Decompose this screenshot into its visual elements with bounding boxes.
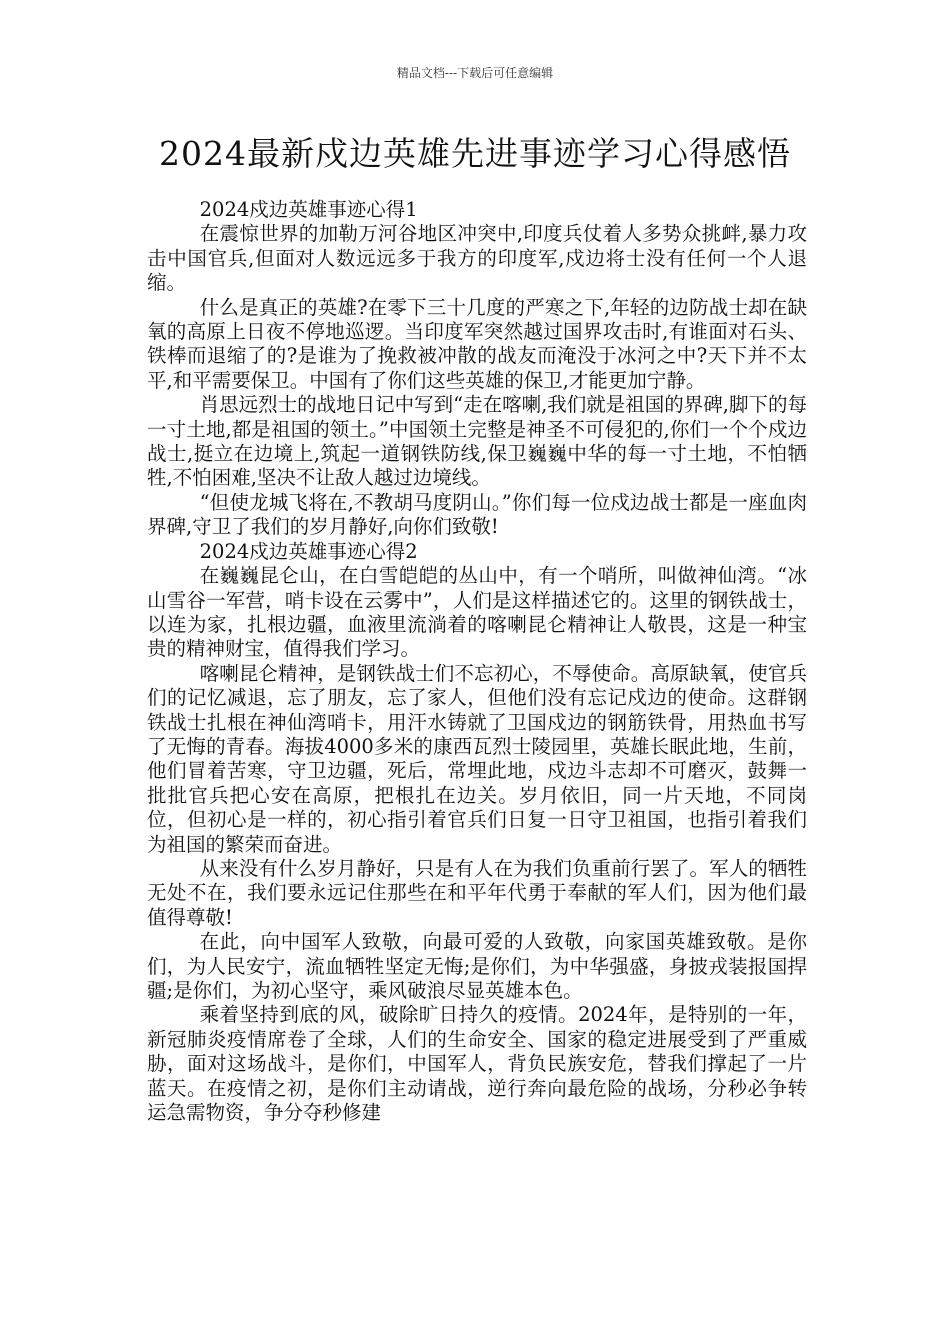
- paragraph: 喀喇昆仑精神，是钢铁战士们不忘初心，不辱使命。高原缺氧，使官兵们的记忆减退，忘了朋友，忘了家人，但他们没有忘记戍边的使命。这群钢铁战士扎根在神仙湾哨卡，用汗水铸就了卫国戍边的钢筋铁骨，用热血书写了无悔的青春。海拔4000多米的康西瓦烈士陵园里，英雄长眠此地，生前，他们冒着苦寒，守卫边疆，死后，常埋此地，戍边斗志却不可磨灭，鼓舞一批批官兵把心安在高原，把根扎在边关。岁月依旧，同一片天地，不同岗位，但初心是一样的，初心指引着官兵们日复一日守卫祖国，也指引着我们为祖国的繁荣而奋进。: [147, 661, 807, 856]
- paragraph: 肖思远烈士的战地日记中写到“走在喀喇,我们就是祖国的界碑,脚下的每一寸土地,都是祖国的领土。”中国领土完整是神圣不可侵犯的,你们一个个戍边战士,挺立在边境上,筑起一道钢铁防线,保卫巍巍中华的每一寸土地，不怕牺牲,不怕困难,坚决不让敌人越过边境线。: [147, 393, 808, 490]
- paragraph: 在巍巍昆仑山，在白雪皑皑的丛山中，有一个哨所，叫做神仙湾。“冰山雪谷一军营，哨卡设在云雾中”，人们是这样描述它的。这里的钢铁战士，以连为家，扎根边疆，血液里流淌着的喀喇昆仑精神让人敬畏，这是一种宝贵的精神财宝，值得我们学习。: [147, 564, 807, 661]
- section-heading-2: 2024戍边英雄事迹心得2: [199, 539, 418, 563]
- paragraph: “但使龙城飞将在,不教胡马度阴山。”你们每一位戍边战士都是一座血肉界碑,守卫了我们的岁月静好,向你们致敬!: [147, 490, 807, 539]
- page-header: 精品文档---下载后可任意编辑: [396, 66, 554, 80]
- document-title: 2024最新戍边英雄先进事迹学习心得感悟: [159, 134, 791, 173]
- section-heading-1: 2024戍边英雄事迹心得1: [199, 198, 418, 221]
- paragraph: 什么是真正的英雄?在零下三十几度的严寒之下,年轻的边防战士却在缺氧的高原上日夜不停地巡逻。当印度军突然越过国界攻击时,有谁面对石头、铁棒而退缩了的?是谁为了挽救被冲散的战友而淹没于冰河之中?天下并不太平,和平需要保卫。中国有了你们这些英雄的保卫,才能更加宁静。: [147, 295, 807, 392]
- document-body: [147, 198, 807, 1125]
- paragraph: 从来没有什么岁月静好，只是有人在为我们负重前行罢了。军人的牺牲无处不在，我们要永远记住那些在和平年代勇于奉献的军人们，因为他们最值得尊敬!: [147, 856, 807, 929]
- paragraph: 在此，向中国军人致敬，向最可爱的人致敬，向家国英雄致敬。是你们，为人民安宁，流血牺牲坚定无悔;是你们，为中华强盛，身披戎装报国捍疆;是你们，为初心坚守，乘风破浪尽显英雄本色。: [147, 930, 807, 1002]
- paragraph: 在震惊世界的加勒万河谷地区冲突中,印度兵仗着人多势众挑衅,暴力攻击中国官兵,但面对人数远远多于我方的印度军,戍边将士没有任何一个人退缩。: [147, 222, 807, 295]
- paragraph: 乘着坚持到底的风，破除旷日持久的疫情。2024年，是特别的一年，新冠肺炎疫情席卷了全球，人们的生命安全、国家的稳定进展受到了严重威胁，面对这场战斗，是你们，中国军人，背负民族安危，替我们撑起了一片蓝天。在疫情之初，是你们主动请战，逆行奔向最危险的战场，分秒必争转运急需物资，争分夺秒修建: [147, 1003, 807, 1125]
